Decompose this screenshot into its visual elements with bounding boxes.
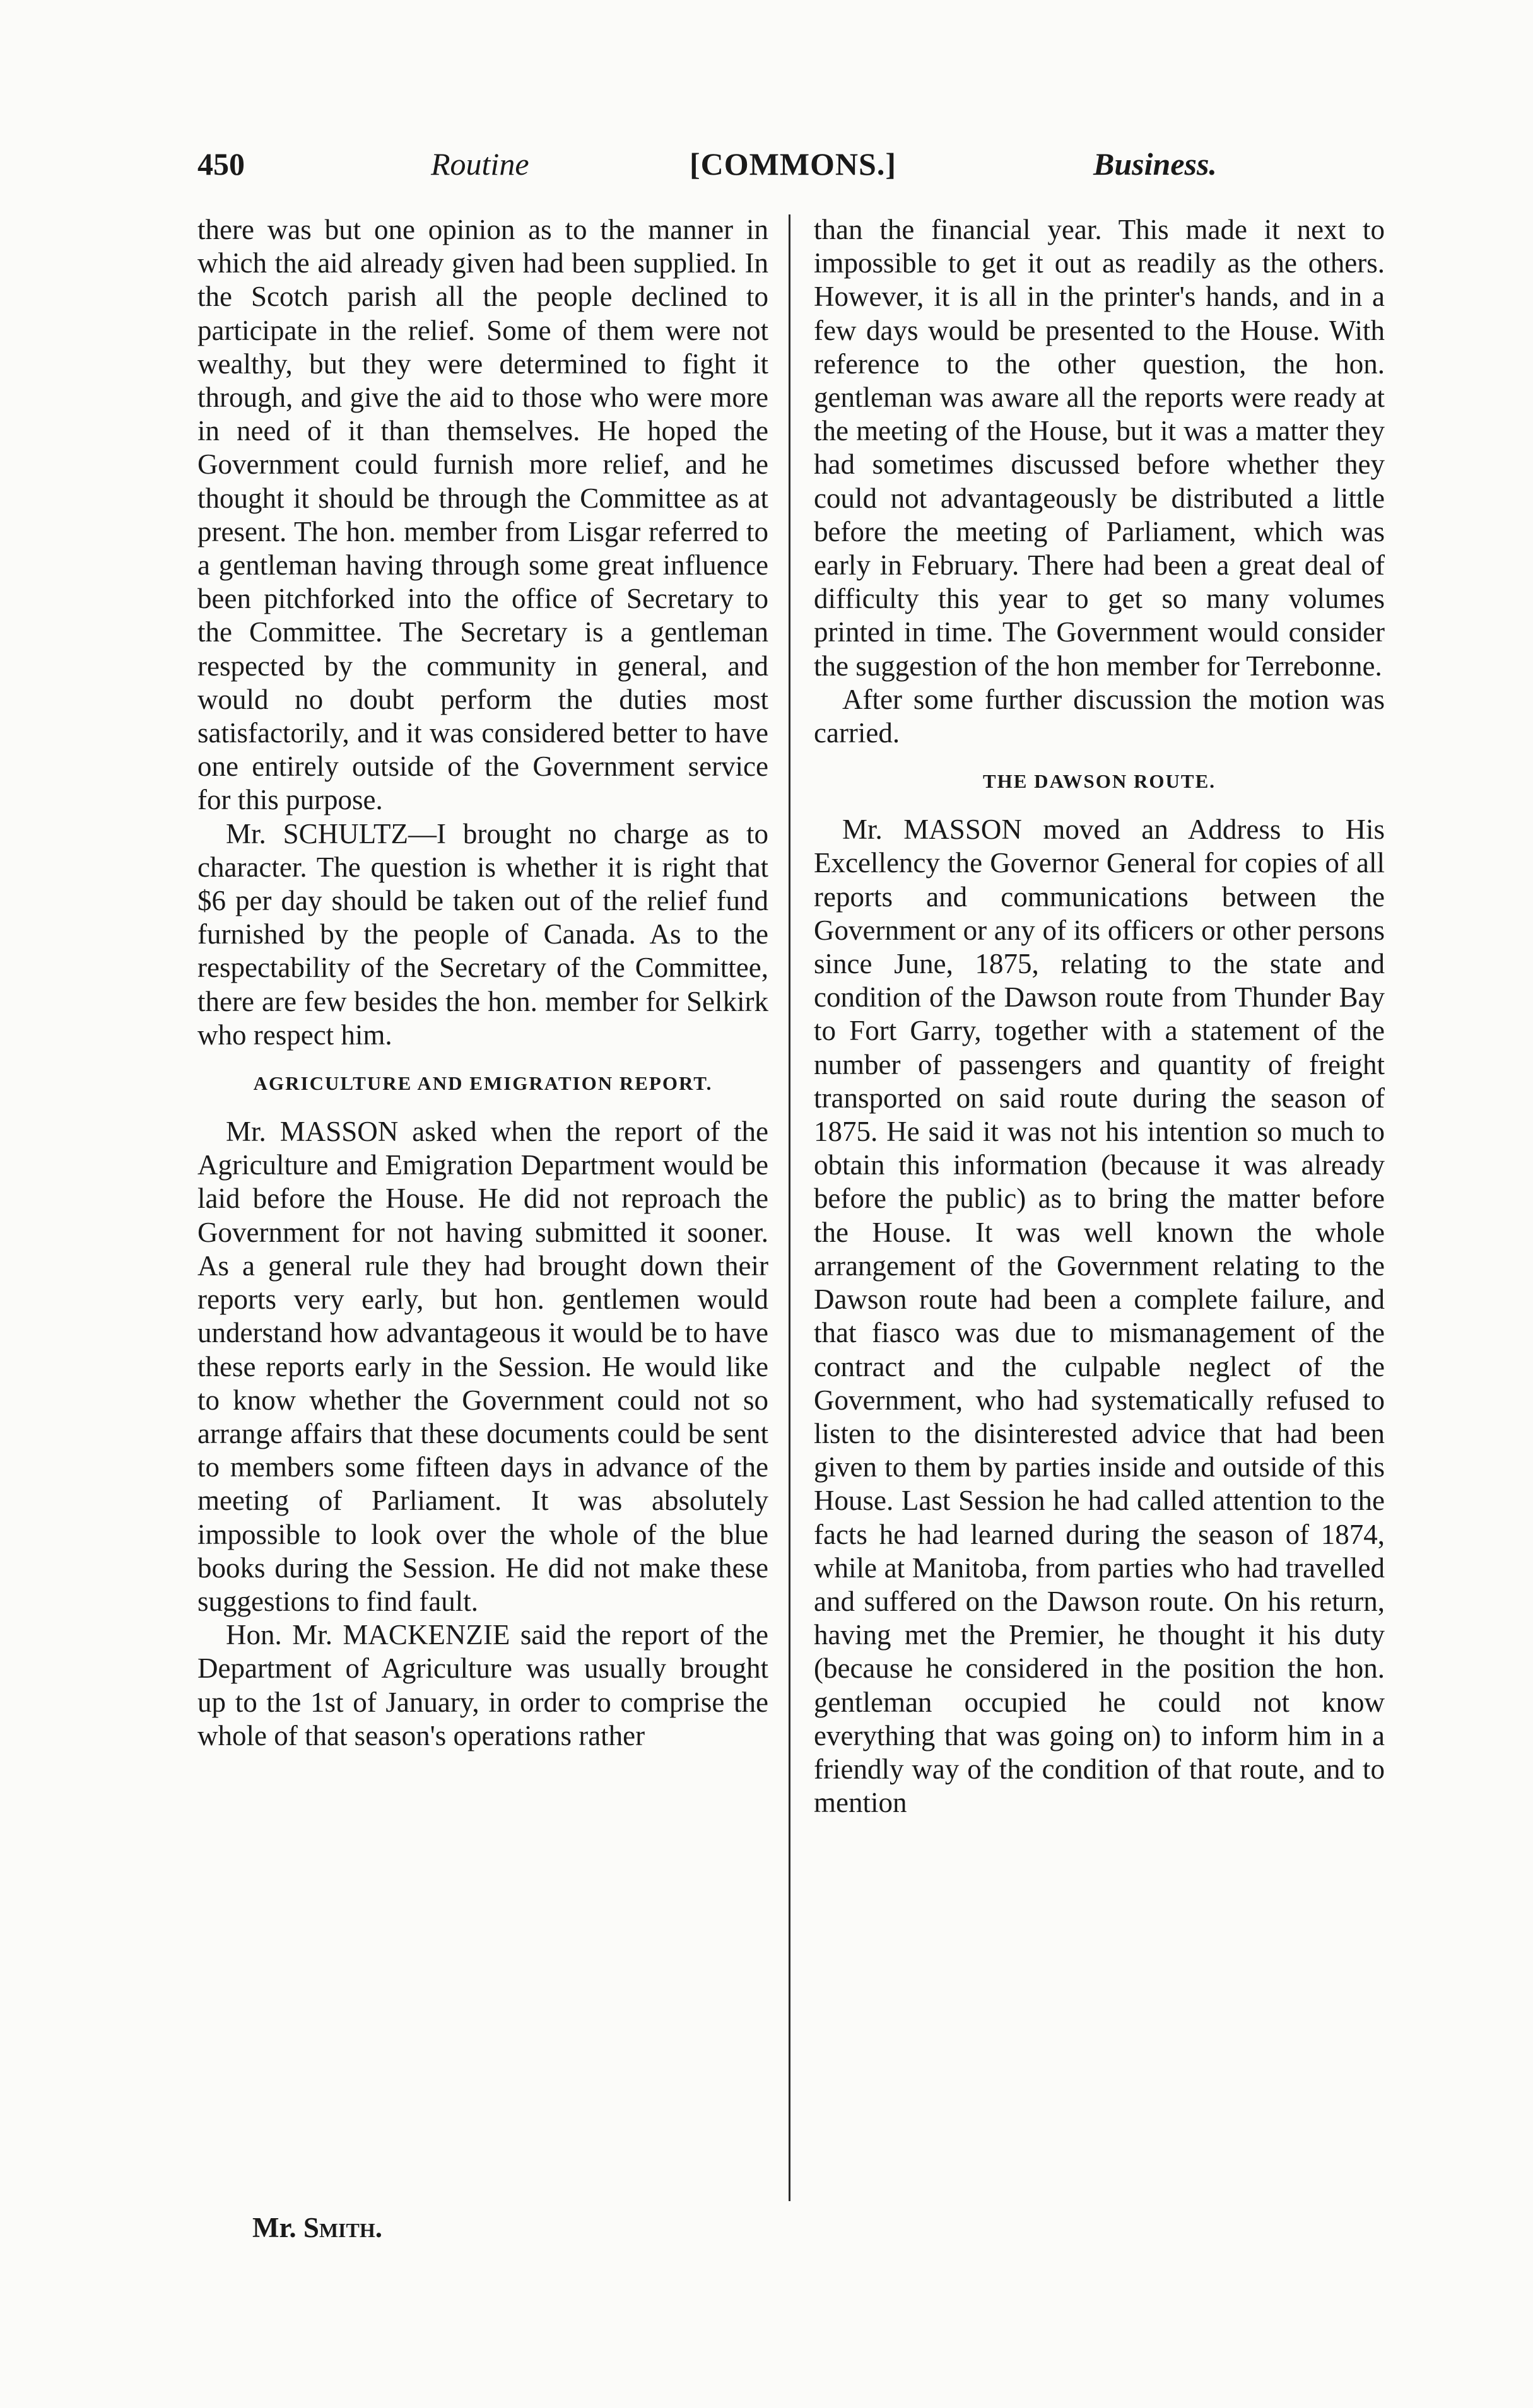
header-right-title: Business. [1093, 146, 1217, 182]
page-signature [252, 2211, 382, 2245]
signature-name: Smith. [303, 2212, 382, 2243]
header-center-title: [COMMONS.] [690, 146, 896, 182]
left-paragraph-2: Mr. SCHULTZ—I brought no charge as to character. The question is whether it is right that $6 per day should be taken out of the relief fund furnished by the people of Canada. As to the respectability of the Secretary of the Committee, there are few besides the hon. member for Selkirk who respect him. [197, 817, 768, 1051]
header-left-title: Routine [431, 146, 529, 182]
page-header [197, 142, 1226, 192]
section-heading-agriculture: AGRICULTURE AND EMIGRATION REPORT. [253, 1072, 713, 1095]
right-paragraph-3: Mr. MASSON moved an Address to His Excellency the Governor General for copies of all reports and communications between the Government or any of its officers or other persons since June, 1875, relating to the state and condition of the Dawson route from Thunder Bay to Fort Garry, together with a statement of the number of passengers and quantity of freight transported on said route during the season of 1875. He said it was not his intention so much to obtain this information (because it was already before the public) as to bring the matter before the House. It was well known the whole arrangement of the Government relating to the Dawson route had been a complete failure, and that fiasco was due to mismanagement of the contract and the culpable neglect of the Government, who had systematically refused to listen to the disinterested advice that had been given to them by parties inside and outside of this House. Last Session he had called attention to the facts he had learned during the season of 1874, while at Manitoba, from parties who had travelled and suffered on the Dawson route. On his return, having met the Premier, he thought it his duty (because he considered in the position the hon. gentleman occupied he could not know everything that was going on) to inform him in a friendly way of the condition of that route, and to mention [814, 814, 1385, 1819]
left-paragraph-4: Hon. Mr. MACKENZIE said the report of the Department of Agriculture was usually brought up to the 1st of January, in order to comprise the whole of that season's operations rather [197, 1619, 768, 1751]
page-number: 450 [197, 146, 245, 182]
column-divider [789, 214, 790, 2201]
right-paragraph-1: than the financial year. This made it next to impossible to get it out as readily as the others. However, it is all in the printer's hands, and in a few days would be presented to the House. With reference to the other question, the hon. gentleman was aware all the reports were ready at the meeting of the House, but it was a matter they had sometimes discussed before whether they could not advantageously be distributed a little before the meeting of Parliament, which was early in February. There had been a great deal of difficulty this year to get so many volumes printed in time. The Government would consider the suggestion of the hon member for Terrebonne. [814, 214, 1385, 682]
left-column [197, 213, 768, 1753]
left-paragraph-1: there was but one opinion as to the manner in which the aid already given had been supplied. In the Scotch parish all the people declined to participate in the relief. Some of them were not wealthy, but they were determined to fight it through, and give the aid to those who were more in need of it than themselves. He hoped the Government could furnish more relief, and he thought it should be through the Committee as at present. The hon. member from Lisgar referred to a gentleman having through some great influence been pitchforked into the office of Secretary to the Committee. The Secretary is a gentleman respected by the community in general, and would no doubt perform the duties most satisfactorily, and it was considered better to have one entirely outside of the Government service for this purpose. [197, 214, 768, 816]
right-column [814, 213, 1385, 1820]
left-paragraph-3: Mr. MASSON asked when the report of the Agriculture and Emigration Department would be laid before the House. He did not reproach the Government for not having submitted it sooner. As a general rule they had brought down their reports very early, but hon. gentlemen would understand how advantageous it would be to have these reports early in the Session. He would like to know whether the Government could not so arrange affairs that these documents could be sent to members some fifteen days in advance of the meeting of Parliament. It was absolutely impossible to look over the whole of the blue books during the Session. He did not make these suggestions to find fault. [197, 1116, 768, 1617]
signature-prefix: Mr. [252, 2212, 297, 2243]
section-heading-dawson-route: THE DAWSON ROUTE. [982, 770, 1216, 793]
right-paragraph-2: After some further discussion the motion was carried. [814, 683, 1385, 749]
